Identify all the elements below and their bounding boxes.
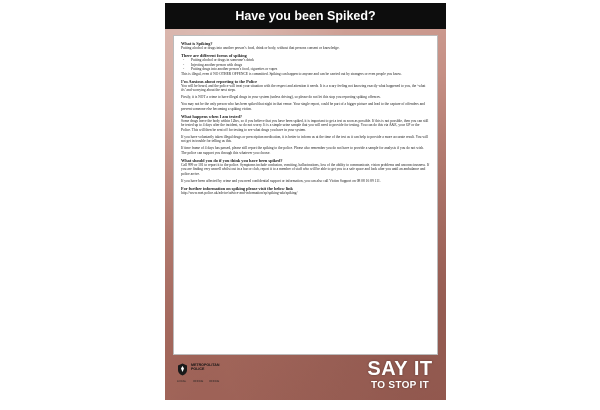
list-item: - Putting alcohol or drugs in someone’s drink	[181, 58, 430, 62]
section-paragraph: If you have been affected by crime and you need confidential support or information, you can also call Victim Support on 08 08 16 89 111.	[181, 178, 381, 183]
partner-logo: LOCAL	[177, 379, 187, 383]
section-paragraph: Some drugs leave the body within 12hrs, so if you believe that you have been spiked, it is important to get a test as soon as possible. If this is not possible, then you can still be tested up to 4 days after the incident, so do not worry. It is a simple urine sample that you will need to provide for testing. You can do this via A&E, your GP or the Police. This will then be sent off for testing to see what drugs you have in your system.	[181, 119, 429, 132]
police-crest-icon	[177, 363, 188, 376]
section-paragraph: Call 999 or 101 to report it to the police. Symptoms include confusion, vomiting, hallucinations, loss of the ability to communicate, vision problems and unconsciousness. If you are finding very unwell whilst out in a bar or club, report it to a member of staff who will be able to get you to a safe space and look after you until an ambulance and police arrive.	[181, 162, 430, 176]
spiking-forms-list	[181, 58, 430, 71]
partner-logo: OFFICE	[193, 379, 204, 383]
slogan-line-1: SAY IT	[367, 358, 433, 380]
section-heading: What should you do if you think you have been spiked?	[181, 157, 283, 163]
section-paragraph: This is illegal, even if NO OTHER OFFENCE is committed. Spiking can happen to anyone and can be carried out by strangers or even people you know.	[181, 71, 402, 76]
section-paragraph: If time frame of 4 days has passed, please still report the spiking to the police. Please also remember you do not have to provide a sample for analysis if you do not wish. The police can support you through this whatever you choose.	[181, 146, 424, 155]
met-police-logo: METROPOLITAN POLICE	[191, 363, 220, 371]
section-heading: What happens when I am tested?	[181, 114, 242, 120]
section-paragraph: Firstly, it is NOT a crime to have illegal drugs in your system (unless driving), so please do not let this stop you reporting spiking offences.	[181, 95, 381, 100]
section-heading: I’m Anxious about reporting to the Police	[181, 79, 258, 85]
section-paragraph: You may not be the only person who has been spiked that night in that venue. Your single report, could be part of a bigger picture and lead to the capture of offenders and prevent someone else becoming a spiking victim.	[181, 102, 425, 111]
campaign-slogan	[364, 359, 436, 391]
section-heading: There are different forms of spiking	[181, 53, 247, 59]
section-paragraph: Putting alcohol or drugs into another person’s food, drink or body, without that persons consent or knowledge.	[181, 46, 340, 50]
section-paragraph: You will be heard, and the police will treat your situation with the respect and attention it needs. It is a scary feeling not knowing exactly what happened to you, the ‘what ifs’ and worrying about the next steps.	[181, 84, 426, 93]
list-item: - Putting drugs into another person’s food, cigarettes or vapes	[181, 67, 430, 71]
poster-body	[173, 35, 438, 355]
poster-title: Have you been Spiked?	[165, 3, 446, 29]
section-paragraph: If you have voluntarily taken illegal drugs or prescription medication, it is better to inform us at the time of the test as it can help to provide a more accurate result. You will not get in trouble for telling us this.	[181, 134, 428, 144]
partner-logo: OFFICE	[209, 379, 220, 383]
section-heading: For further information on spiking please visit the below link	[181, 186, 293, 192]
poster-footer	[165, 355, 446, 400]
slogan-line-2: TO STOP IT	[370, 380, 429, 391]
section-heading: What is Spiking?	[181, 41, 213, 46]
spiking-poster	[165, 3, 446, 400]
partner-logos	[177, 380, 221, 383]
info-link[interactable]: http://www.met.police.uk/advice/advice-and-information/sp/spiking-ada/spiking/	[181, 191, 298, 196]
list-item: - Injecting another person with drugs	[181, 63, 430, 67]
